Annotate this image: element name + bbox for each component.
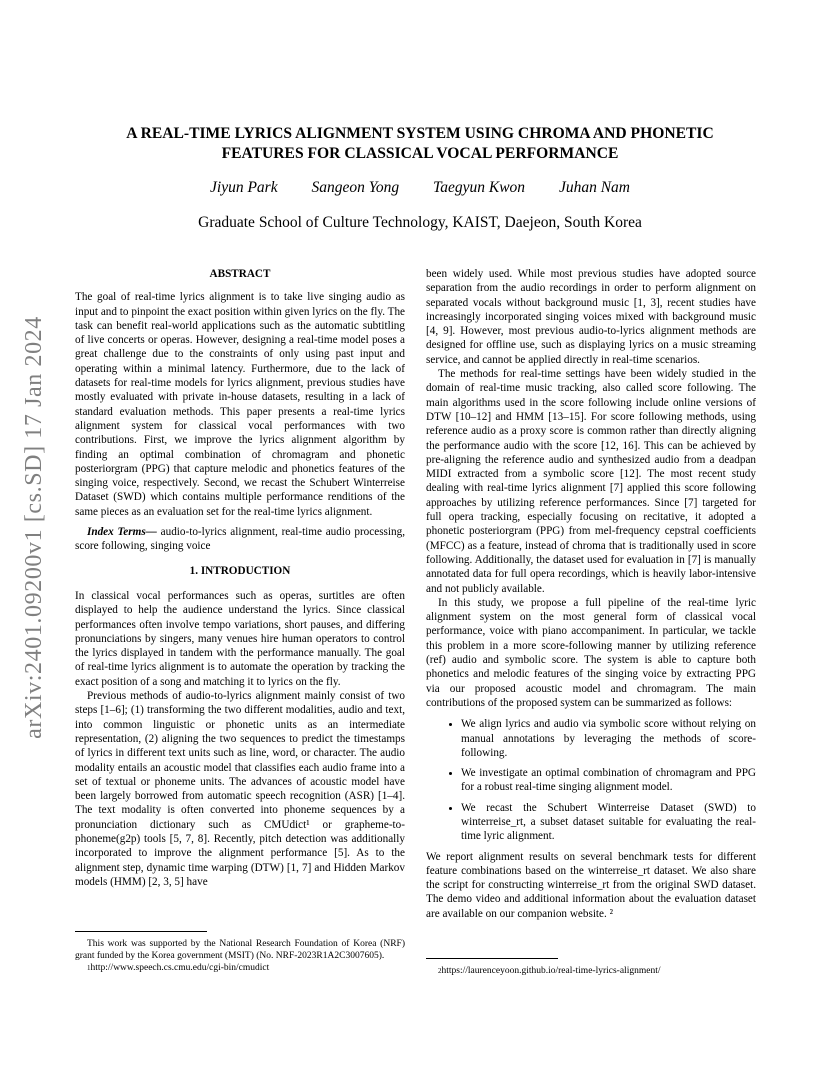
author-name: Taegyun Kwon: [433, 179, 526, 196]
affiliation: Graduate School of Culture Technology, KAIST, Daejeon, South Korea: [198, 214, 642, 231]
body-paragraph: We report alignment results on several benchmark tests for different feature combinations based on the winterreise_rt dataset. We also share the script for constructing winterreise_rt from the original SWD dataset. The demo video and additional information about the evaluation dataset are available on our companion website. ²: [426, 850, 756, 920]
footnote-2-url[interactable]: https://laurenceyoon.github.io/real-time-lyrics-alignment/: [441, 966, 661, 976]
footnote-mark: 2: [438, 967, 442, 975]
intro-paragraph: In classical vocal performances such as operas, surtitles are often displayed to help the audience understand the lyrics. Since classical performances often involve tempo variations, short pauses, and differing pronunciations by singers, many venues hire human operators to control the lyrics displayed in tandem with the performance manually. The goal of real-time lyrics alignment is to automate the operation by tracking the exact position of a song and matching it to lyrics on the fly.: [75, 589, 405, 688]
body-paragraph: been widely used. While most previous studies have adopted source separation from the audio recordings in order to perform alignment on separated vocals without background music [1, 3], recent studies have increasingly incorporated singing voices mixed with background music [4, 9]. However, most previous audio-to-lyrics alignment methods are designed for offline use, such as displaying lyrics on a music streaming service, and cannot be applied directly in real-time scenarios.: [426, 268, 756, 366]
body-paragraph: The methods for real-time settings have been widely studied in the domain of real-time music tracking, also called score following. The main algorithms used in the score following include online versions of DTW [10–12] and HMM [13–15]. For score following methods, using reference audio as a proxy score is common rather than directly aligning the performance audio with the score [12, 16]. This can be achieved by pre-aligning the reference audio and synthesized audio from a deadpan MIDI extracted from a symbolic score [12]. The most recent study dealing with real-time lyrics alignment [7] applied this score following approaches by utilizing reference performances. Since [7] targeted for full opera tracking, especially focusing on recitative, it adopted a phonetic posteriorgram (PPG) from mel-frequency cepstral coefficients (MFCC) as a feature, instead of chroma that is traditionally used in score following. Additionally, the dataset used for evaluation in [7] is manually annotated data for full opera recordings, which is heavily labor-intensive and not publicly available.: [426, 368, 756, 595]
footnotes-right: [426, 958, 756, 977]
contributions-list: [426, 717, 756, 843]
footnote-1: [75, 962, 405, 974]
list-item: • We recast the Schubert Winterreise Dataset (SWD) to winterreise_rt, a subset dataset suitable for evaluating the real-time lyric alignment.: [461, 801, 756, 844]
index-terms: [75, 525, 405, 554]
footnote-divider: [75, 931, 207, 932]
intro-paragraph: Previous methods of audio-to-lyrics alignment mainly consist of two steps [1–6]; (1) transforming the two different modalities, audio and text, into common linguistic or phonetic units as an intermediate representation, (2) aligning the two sequences to predict the timestamps of lyrics in different text units such as line, word, or character. The audio modality entails an acoustic model that classifies each audio frame into a set of textual or phoneme units. The advances of acoustic model have been largely borrowed from automatic speech recognition (ASR) [1–4]. The text modality is often converted into phoneme sequences by a pronunciation dictionary such as CMUdict¹ or grapheme-to-phoneme(g2p) tools [5, 7, 8]. Recently, pitch detection was additionally incorporated to improve the alignment performance [5]. As to the alignment step, dynamic time warping (DTW) [1, 7] and Hidden Markov models (HMM) [2, 3, 5] have: [75, 690, 405, 888]
author-name: Sangeon Yong: [311, 179, 400, 196]
author-list: [90, 179, 750, 197]
abstract-heading: ABSTRACT: [209, 268, 271, 280]
paper-title-line-2: FEATURES FOR CLASSICAL VOCAL PERFORMANCE: [221, 145, 619, 162]
index-terms-text: audio-to-lyrics alignment, real-time audio processing, score following, singing voice: [75, 526, 405, 553]
abstract-text: The goal of real-time lyrics alignment is to take live singing audio as input and to pinpoint the exact position within given lyrics on the fly. The task can benefit real-world applications such as the automatic subtitling of live concerts or operas. However, designing a real-time model poses a great challenge due to the constraints of only using past input and operating within a minimal latency. Furthermore, due to the lack of datasets for real-time models for lyrics alignment, previous studies have mostly evaluated with private in-house datasets, resulting in a lack of standard evaluation methods. This paper presents a real-time lyrics alignment system for classical vocal performances with two contributions. First, we improve the lyrics alignment algorithm by finding an optimal combination of chromagram and phonetic posteriorgram (PPG) that capture melodic and phonetics features of the singing voice, respectively. Second, we recast the Schubert Winterreise Dataset (SWD) which contains multiple performance renditions of the same pieces as an evaluation set for the real-time lyrics alignment.: [75, 291, 405, 518]
right-column: [426, 267, 756, 921]
list-item: • We align lyrics and audio via symbolic score without relying on manual annotations by leveraging the methods of score-following.: [461, 717, 756, 760]
arxiv-identifier-stamp: [14, 293, 54, 761]
footnote-2: [426, 965, 756, 977]
footnote-divider: [426, 958, 558, 959]
introduction-heading: 1. INTRODUCTION: [189, 564, 291, 577]
list-item: • We investigate an optimal combination of chromagram and PPG for a robust real-time singing alignment model.: [461, 766, 756, 795]
footnote-1-url[interactable]: http://www.speech.cs.cmu.edu/cgi-bin/cmudict: [90, 963, 270, 973]
footnotes-left: [75, 931, 405, 974]
body-paragraph: In this study, we propose a full pipeline of the real-time lyric alignment system on the most general form of classical vocal performance, voice with piano accompaniment. In particular, we tackle this problem in a more score-following manner by utilizing reference (ref) audio and symbolic score. The system is able to capture both phonetics and melodic features of the singing voice by extracting PPG via our proposed acoustic model and chromagram. The main contributions of the proposed system can be summarized as follows:: [426, 596, 756, 709]
footnote-mark: 1: [87, 964, 91, 972]
left-column: [75, 267, 405, 889]
author-name: Juhan Nam: [558, 179, 630, 196]
paper-title-line-1: A REAL-TIME LYRICS ALIGNMENT SYSTEM USING CHROMA AND PHONETIC: [126, 125, 714, 142]
author-name: Jiyun Park: [210, 179, 278, 196]
index-terms-label: Index Terms—: [87, 526, 157, 539]
paper-title: [90, 124, 750, 164]
funding-note: This work was supported by the National Research Foundation of Korea (NRF) grant funded by the Korea government (MSIT) (No. NRF-2023R1A2C3007605).: [75, 939, 405, 961]
arxiv-identifier: arXiv:2401.09200v1 [cs.SD] 17 Jan 2024: [20, 315, 47, 739]
